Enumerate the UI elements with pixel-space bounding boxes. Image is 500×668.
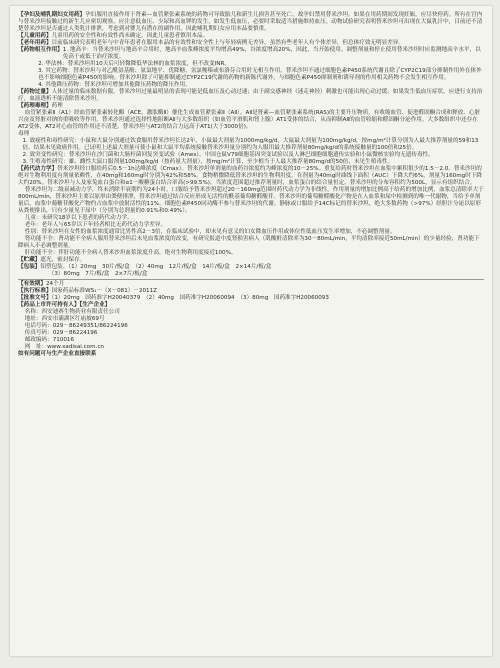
section-overdose-label: 【药物过量】 [18, 89, 52, 95]
pk-paragraph: 肾功能不全：肾功能不全病人服用替米沙坦后未见血浆浓度的改变，有研究报道中度肾损害病人（肌酸酐清除率为30－80mL/min，平均清除率接近50mL/min）的少量经验，肾功能下降病人不必调整剂量。 [18, 236, 480, 249]
interaction-item: 3. 其它药物：替米沙坦与对乙酰氨基酚、氨氯地平、优降糖、氢氯噻嗪或布洛芬合用时无相互作用。替米沙坦不通过细胞色素P450系统代谢且除了CYP2C19部分抑制作用外在体外也不影响细胞色素P450的影响。替米沙坦除了可能抑制通过CYP2C19代谢的药物的新陈代谢外，与细胞色素P450抑制剂和诱导剂的作用相关药物不会发生相互作用。 [38, 68, 482, 81]
section-elderly-label: 【老年用药】 [18, 40, 52, 46]
section-approval-label: 【批准文号】 [18, 295, 52, 301]
section-mah-label: 【药品上市许可持有人】【生产企业】 [18, 302, 111, 308]
company-name: 名称：西安迪赛生物药业有限责任公司 [24, 309, 120, 315]
section-manufacturer [18, 302, 484, 351]
interaction-item: 4. 其他降压药物：替米沙坦可增加其他降压药物的降压作用。 [38, 82, 191, 88]
package-line: 铝塑包装。（1）20mg 30片/板/盒 （2）40mg 12片/板/盒 14片/板/盒 2×14片/板/盒 [40, 264, 272, 270]
footer-note: 如有问题可与生产企业直接联系 [18, 351, 97, 357]
section-approval [18, 295, 484, 302]
pk-paragraph: 替米沙坦经口服给药后0.5－1h达峰浓度（Cmax）。替米沙坦单剂量的血药谷浓度约为峰浓度的10－25%。重复给药时替米沙坦在血浆中累积很少的1.5－2.0。替米沙坦的绝对生物利用度有剂量依赖性，在40mg和160mg时分别为42%和58%。食物稍微降低替米沙坦的生物利用度，在剂量为40mg时曲线下面积（AUC）下降大约6%，剂量为160mg时下降大约20%。替米沙坦与人及家兔血白蛋白和α1－酸糖蛋白结合率高(>99.5%)，当浓度范围超过推荐剂量时，血浆蛋白的结合量恒定。替米沙坦的分布容积约为500L，显示有组织结合。 [18, 166, 482, 186]
pk-paragraph: 儿童：未研究18岁以下患者的药代动力学。 [24, 215, 133, 221]
section-interactions-label: 【药物相互作用】 [18, 47, 63, 53]
toxicology-item: 1. 致癌性和毒性研究：小鼠和大鼠分别通过饮食服用替米沙坦长达2年，小鼠最大剂量为1000mg/kg/d，大鼠最大剂量为100mg/kg/d，按mg/m²计算分别为人最大推荐剂量的59和13倍，结果未见致癌作用。已证明上述最大剂量可使小鼠和大鼠平均系统接触替米沙坦量分别约为人服用最大推荐剂量80mg/kg/d的系统接触量的100倍和25倍。 [22, 138, 479, 151]
company-address: 地址：西安市灞湖区红庙坡69号 [24, 316, 105, 322]
package-line: （3）80mg 7片/板/盒 2×7片/板/盒 [48, 271, 148, 277]
pk-paragraph: 肝功能不全：伴肝功能不全病人替米沙坦血浆浓度升高，绝对生物利用度接近100%。 [24, 250, 237, 256]
section-pharmacokinetics [18, 166, 484, 257]
pharmacology-text: 血管紧张素Ⅱ（A1）经血管紧张素转化酶（ACE，激肽酶Ⅱ）催化生成血管紧张素Ⅱ（AⅡ）。AⅡ是肾素—血管紧张素系统(RAS)的主要升压物质，有收缩血管、促进醛固酮合成和释放、心脏兴奋及肾脏对钠的重吸收等作用。替米沙坦通过选择性地阻断AⅡ与大多数组织（如血管平滑肌和肾上腺）AT1受体的结合，从而抑制AⅡ的血管收缩和醛固酮分泌作用。大多数组织中还存在AT2受体，AT2对心血管的作用还不清楚。替米沙坦与AT2的结合力远高于AT1(大于3000倍)。 [18, 110, 481, 130]
section-pk-label: 【药代动力学】 [18, 166, 58, 172]
section-standard-label: 【执行标准】 [18, 288, 52, 294]
section-pregnancy [18, 12, 484, 33]
toxicology-item: 3. 生殖毒性研究：雄、雌性大鼠口服剂量100mg/kg/d（按药量大剂量），按mg/m²计算，至少相当于人最大推荐量80mg/d的50倍，未见生殖毒性。 [22, 159, 394, 165]
section-package [18, 264, 484, 278]
section-validity-text: 24个月 [45, 281, 65, 287]
pk-paragraph: 性别：替米沙坦在女性的血浆浓度通常比男性高2－3倍，在临床试验中，却未见有意义的妇女降血压作用或体位性低血压发生率增加，不必调整剂量。 [24, 229, 396, 235]
section-storage [18, 257, 484, 264]
divider [18, 279, 484, 280]
section-storage-label: 【贮藏】 [18, 257, 41, 263]
pk-paragraph: 替米沙坦为二级衰减动力学，终末消除半衰期约为24小时。口服给予替米沙坦超过20－160mg范围时药代动力学为非线性，作用剂量的增加比例高于给药的增加比例，血浆总清除率大于800mL/min，替米沙坦主要以原形由粪便排泄，替米沙坦通过结合反应形成无活性的酰基葡萄糖醛酸苷。替米沙坦的葡萄糖醛酸化产物是在人血浆和尿中检测到的唯一代谢物，当给予单剂量后，血浆中葡糖苷酸化产物约占血浆中放射活性的11%。细胞色素P450同功酶不参与替米沙坦的代谢。静脉或口服给予14C标记的替米沙坦，绝大多数药物（>97%）经胆汁分泌以原形从粪便排出，只有少量见于尿中（分别为总剂量的0.91%和0.49%）。 [18, 187, 484, 214]
section-children [18, 33, 484, 40]
section-children-label: 【儿童用药】 [18, 33, 52, 39]
pk-paragraph: 老年：老年人与65岁以下年轻者相比无药代动力学差异。 [24, 222, 167, 228]
section-approval-text: （1）20mg 国药准字H20040379 （2）40mg 国药准字H20060094 （3）80mg 国药准字H20060093 [51, 295, 329, 301]
section-overdose-text: 人体过量的临床数据有限。替米沙坦过量最明显的表现可能是低血压及心动过速；由于副交感神经（迷走神经）刺激也可能出现心动过缓。如果发生低血压症状，应进行支持治疗，血液透析不能清除替米沙坦。 [18, 89, 483, 102]
section-standard-text: 国家药品标准WS₁－（X－081）－2011Z [51, 288, 158, 294]
package-insert-page [10, 6, 492, 656]
toxicology-item: 2. 致突变性研究：替米沙坦在沙门菌和大肠杆菌回复突变试验（Ames）、中国仓鼠V79细胞基因突变试验以及人淋巴细胞细胞遗传实验和小鼠微核实验均无遗传毒性。 [22, 152, 434, 158]
company-phone: 电话号码：029－86249351/86224196 [24, 323, 128, 329]
company-fax: 传真号码：029－86224196 [24, 330, 98, 336]
section-package-label: 【包装】 [18, 264, 41, 270]
toxicology-subheading: 毒理 [18, 131, 30, 137]
section-pharmacology [18, 103, 484, 166]
section-pharmacology-label: 【药理毒理】 [18, 103, 52, 109]
section-pregnancy-label: 【孕妇及哺乳期妇女用药】 [18, 12, 86, 18]
section-validity-label: 【有效期】 [18, 281, 46, 287]
section-storage-text: 遮光，密封保存。 [40, 257, 86, 263]
section-elderly-text: 目前临床研究表明老年与中青年患者在服用本品的有效性和安全性上与年轻病例无差异，虽然有些老年人有个体差异，但总体疗效无明显差异。 [51, 40, 404, 46]
section-overdose [18, 89, 484, 103]
company-postcode: 邮政编码：710016 [24, 337, 75, 343]
interaction-item: 1. 地高辛：当替米沙坦与地高辛合用时，地高辛血浆峰浓度平均增高49%，谷浓度增高20%，因此，当开始使用、调整剂量和停止使用替米沙坦时应监测地高辛水平，以免高于或低于治疗浓度。 [62, 47, 481, 60]
interaction-item: 2. 华法林：替米沙坦用10天后可轻微降低华法林的血浆浓度，但不改变INR。 [38, 61, 230, 67]
section-children-text: 儿童用药的安全性和有效性尚未确定，因此儿童患者慎用本品。 [51, 33, 209, 39]
section-interactions [18, 47, 484, 89]
pharmacology-subheading: 药理 [51, 103, 63, 109]
company-website: 网 址：www.xadisai.com.cn [24, 344, 104, 350]
section-pregnancy-text: 孕妇服用直接作用于肾素—血管紧张素系统的药物可导致胎儿和新生儿损害甚至死亡。故孕妇禁用替米沙坦。如果在用药期间发现妊娠，应尽快停药。所有在宫内与替米沙坦接触过的新生儿应密切观察，应注意低血压、少尿和高血钾的发生，如发生低血压，必要时采取适当措施维持血压。动物试验研究表明替米沙坦可出现在大鼠乳汁中，目前还不清楚替米沙坦是否通过人类乳汁排泄，考虑到对婴儿有潜在的副作用，因此哺乳期妇女应用本品要慎重。 [18, 12, 483, 32]
section-elderly [18, 40, 484, 47]
section-standard [18, 288, 484, 295]
section-validity [18, 281, 484, 288]
